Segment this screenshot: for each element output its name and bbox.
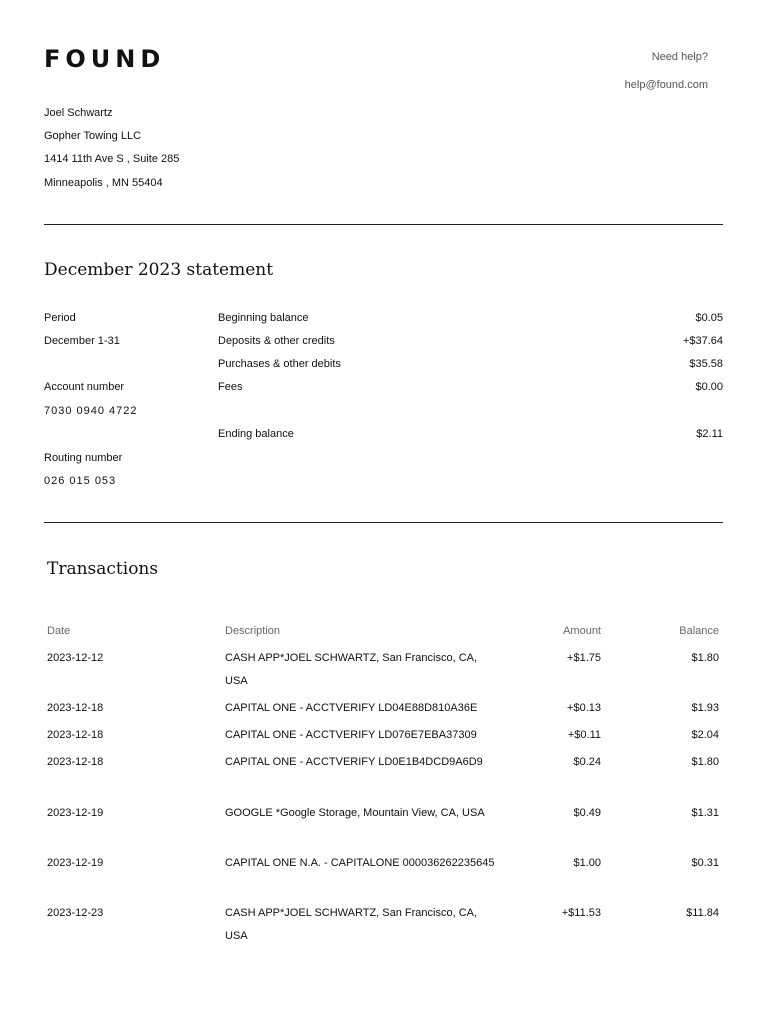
help-label: Need help?	[651, 51, 708, 63]
table-row	[0, 755, 768, 805]
transaction-balance: $1.80	[691, 652, 719, 664]
transaction-description: GOOGLE *Google Storage, Mountain View, CA, USA	[225, 807, 485, 819]
summary-label: Deposits & other credits	[218, 335, 335, 347]
transaction-description: CAPITAL ONE - ACCTVERIFY LD0E1B4DCD9A6D9	[225, 756, 483, 768]
transaction-date: 2023-12-18	[47, 756, 104, 768]
table-row	[0, 856, 768, 906]
divider	[44, 224, 723, 225]
summary-value: $0.05	[695, 312, 723, 324]
transaction-balance: $0.31	[691, 857, 719, 869]
transaction-balance: $1.93	[691, 702, 719, 714]
customer-company: Gopher Towing LLC	[44, 130, 142, 142]
transaction-amount: +$11.53	[561, 907, 601, 919]
summary-value: $0.00	[695, 381, 723, 393]
account-number-value: 7030 0940 4722	[44, 405, 138, 417]
summary-value: +$37.64	[682, 335, 723, 347]
period-label: Period	[44, 312, 76, 324]
customer-city: Minneapolis , MN 55404	[44, 177, 163, 189]
transaction-date: 2023-12-23	[47, 907, 104, 919]
summary-value: $35.58	[689, 358, 723, 370]
summary-value: $2.11	[696, 428, 723, 440]
transaction-amount: $0.49	[573, 807, 601, 819]
routing-number-label: Routing number	[44, 452, 123, 464]
column-header-description: Description	[225, 625, 281, 637]
divider	[44, 522, 723, 523]
transaction-date: 2023-12-18	[47, 729, 104, 741]
customer-street: 1414 11th Ave S , Suite 285	[44, 153, 180, 165]
transaction-amount: $1.00	[573, 857, 601, 869]
transaction-amount: +$0.11	[567, 729, 601, 741]
statement-title: December 2023 statement	[44, 260, 274, 280]
brand-logo: FOUND	[44, 45, 166, 73]
table-row	[0, 651, 768, 701]
transaction-amount: +$1.75	[567, 652, 601, 664]
routing-number-value: 026 015 053	[44, 475, 117, 487]
transaction-balance: $11.84	[686, 907, 719, 919]
transaction-description: CAPITAL ONE - ACCTVERIFY LD076E7EBA37309	[225, 729, 477, 741]
transaction-balance: $1.31	[691, 807, 719, 819]
column-header-date: Date	[47, 625, 71, 637]
column-header-balance: Balance	[679, 625, 719, 637]
summary-label: Ending balance	[218, 428, 294, 440]
transaction-description: CAPITAL ONE N.A. - CAPITALONE 000036262235645	[225, 857, 495, 869]
transaction-date: 2023-12-19	[47, 807, 104, 819]
table-row	[0, 806, 768, 856]
summary-label: Purchases & other debits	[218, 358, 341, 370]
transaction-date: 2023-12-19	[47, 857, 104, 869]
transaction-description: CAPITAL ONE - ACCTVERIFY LD04E88D810A36E	[225, 702, 478, 714]
transaction-amount: $0.24	[573, 756, 601, 768]
table-row	[0, 906, 768, 956]
help-email-link[interactable]: help@found.com	[624, 79, 708, 91]
summary-label: Fees	[218, 381, 243, 393]
period-value: December 1-31	[44, 335, 120, 347]
transaction-balance: $2.04	[691, 729, 719, 741]
transaction-balance: $1.80	[691, 756, 719, 768]
summary-label: Beginning balance	[218, 312, 309, 324]
transaction-date: 2023-12-12	[47, 652, 104, 664]
account-number-label: Account number	[44, 381, 125, 393]
customer-name: Joel Schwartz	[44, 107, 113, 119]
transactions-title: Transactions	[47, 559, 159, 579]
transaction-description: CASH APP*JOEL SCHWARTZ, San Francisco, CA, USA	[225, 652, 478, 687]
column-header-amount: Amount	[563, 625, 601, 637]
transaction-description: CASH APP*JOEL SCHWARTZ, San Francisco, CA, USA	[225, 907, 478, 942]
transaction-date: 2023-12-18	[47, 702, 104, 714]
transaction-amount: +$0.13	[567, 702, 601, 714]
